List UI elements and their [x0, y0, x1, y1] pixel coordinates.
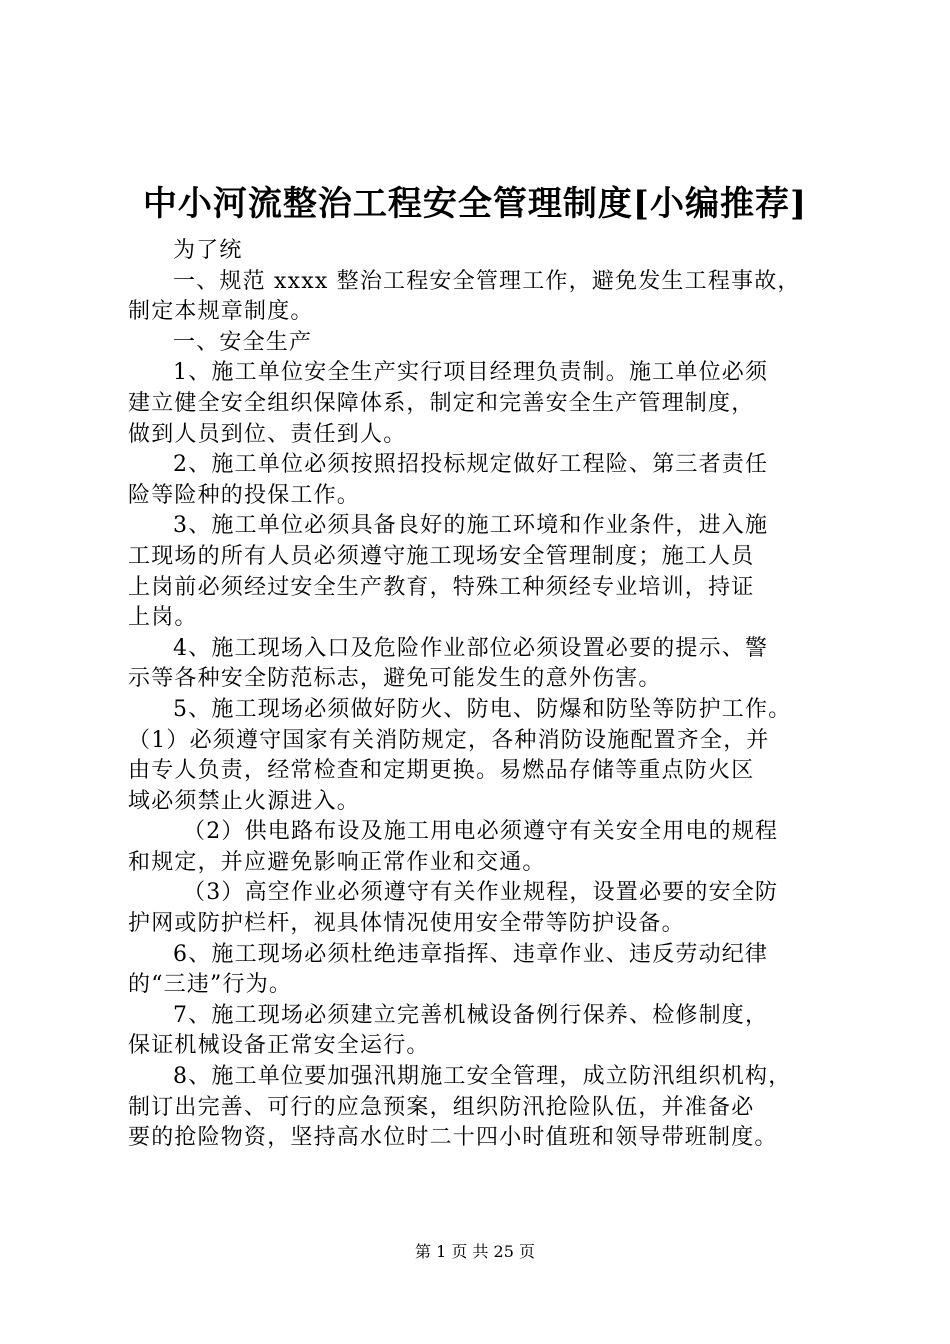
- body-line: 4、施工现场入口及危险作业部位必须设置必要的提示、警: [173, 635, 769, 661]
- document-title: 中小河流整治工程安全管理制度[小编推荐]: [142, 184, 808, 224]
- body-line: 6、施工现场必须杜绝违章指挥、违章作业、违反劳动纪律: [173, 941, 769, 967]
- body-line: 险等险种的投保工作。: [128, 482, 361, 508]
- document-body: [128, 236, 848, 1154]
- body-line: 做到人员到位、责任到人。: [128, 421, 407, 447]
- body-line: 为了统: [173, 238, 243, 263]
- body-line: 上岗。: [128, 605, 198, 631]
- body-line: 3、施工单位必须具备良好的施工环境和作业条件，进入施: [173, 513, 769, 539]
- body-line: （1）必须遵守国家有关消防规定，各种消防设施配置齐全，并: [128, 727, 770, 753]
- body-line: 一、规范 xxxx 整治工程安全管理工作，避免发生工程事故，: [173, 268, 801, 294]
- body-line: （3）高空作业必须遵守有关作业规程，设置必要的安全防: [183, 880, 779, 906]
- body-line: 建立健全安全组织保障体系，制定和完善安全生产管理制度，: [128, 390, 755, 416]
- body-line: 的“三违”行为。: [128, 972, 293, 998]
- body-line: 工现场的所有人员必须遵守施工现场安全管理制度；施工人员: [128, 543, 755, 569]
- body-line: 8、施工单位要加强汛期施工安全管理，成立防汛组织机构，: [173, 1064, 792, 1090]
- body-line: 要的抢险物资，坚持高水位时二十四小时值班和领导带班制度。: [128, 1125, 778, 1151]
- body-line: 域必须禁止火源进入。: [128, 788, 361, 814]
- body-line: 保证机械设备正常安全运行。: [128, 1033, 430, 1059]
- body-line: 护网或防护栏杆，视具体情况使用安全带等防护设备。: [128, 911, 685, 937]
- body-line: 1、施工单位安全生产实行项目经理负责制。施工单位必须: [173, 360, 769, 386]
- body-line: 和规定，并应避免影响正常作业和交通。: [128, 849, 546, 875]
- body-line: 示等各种安全防范标志，避免可能发生的意外伤害。: [128, 666, 662, 692]
- body-line: 上岗前必须经过安全生产教育，特殊工种须经专业培训，持证: [128, 574, 755, 600]
- body-line: 制订出完善、可行的应急预案，组织防汛抢险队伍，并准备必: [128, 1094, 755, 1120]
- body-line: 5、施工现场必须做好防火、防电、防爆和防坠等防护工作。: [173, 696, 792, 722]
- body-line: （2）供电路布设及施工用电必须遵守有关安全用电的规程: [183, 819, 779, 845]
- body-line: 7、施工现场必须建立完善机械设备例行保养、检修制度，: [173, 1002, 769, 1028]
- page-number-footer: 第 1 页 共 25 页: [415, 1242, 535, 1261]
- body-line: 由专人负责，经常检查和定期更换。易燃品存储等重点防火区: [128, 758, 755, 784]
- section-heading: 一、安全生产: [173, 329, 313, 355]
- body-line: 制定本规章制度。: [128, 299, 314, 325]
- body-line: 2、施工单位必须按照招投标规定做好工程险、第三者责任: [173, 452, 769, 478]
